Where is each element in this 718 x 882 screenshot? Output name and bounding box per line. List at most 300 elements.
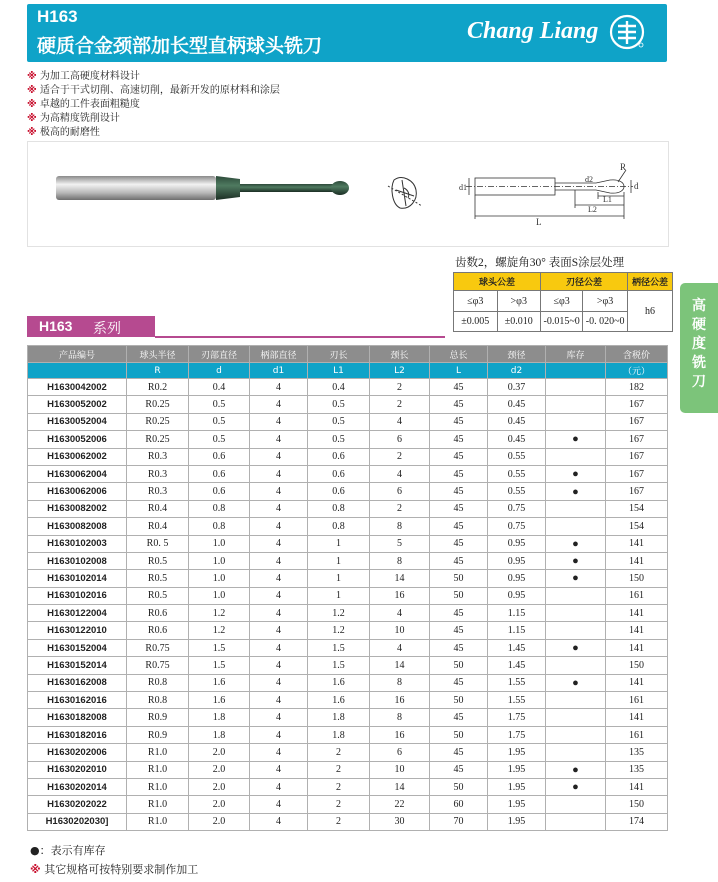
table-row (28, 518, 668, 535)
table-cell: R0.75 (127, 639, 189, 656)
col-header: 球头半径 (127, 346, 189, 363)
table-cell: 1 (308, 552, 370, 569)
table-cell: 4 (250, 674, 308, 691)
table-cell: 167 (606, 483, 668, 500)
table-row (28, 726, 668, 743)
table-cell: 1.75 (488, 726, 546, 743)
stock-cell (546, 518, 606, 535)
feature-mark: ※ (27, 127, 37, 138)
table-cell: 10 (370, 761, 430, 778)
table-cell: 1.5 (189, 657, 250, 674)
table-cell: 45 (430, 413, 488, 430)
product-code-cell: H1630102016 (28, 587, 127, 604)
stock-cell (546, 396, 606, 413)
table-cell: 50 (430, 726, 488, 743)
table-cell: 4 (370, 639, 430, 656)
col-header: 颈长 (370, 346, 430, 363)
table-cell: R1.0 (127, 744, 189, 761)
table-cell: 4 (250, 622, 308, 639)
table-cell: 4 (250, 605, 308, 622)
table-cell: 1.2 (189, 605, 250, 622)
table-cell: 1.8 (189, 709, 250, 726)
table-cell: 4 (250, 379, 308, 396)
table-cell: 0.45 (488, 396, 546, 413)
table-row (28, 639, 668, 656)
stock-cell (546, 413, 606, 430)
product-code-cell: H1630202030] (28, 813, 127, 830)
table-cell: 1.0 (189, 570, 250, 587)
table-cell: 2.0 (189, 778, 250, 795)
table-cell: 167 (606, 413, 668, 430)
table-cell: 45 (430, 379, 488, 396)
stock-cell (546, 622, 606, 639)
table-cell: 1.95 (488, 796, 546, 813)
table-cell: 167 (606, 448, 668, 465)
table-cell: 1.95 (488, 778, 546, 795)
table-cell: 45 (430, 639, 488, 656)
table-cell: 0.5 (189, 396, 250, 413)
table-cell: R0.3 (127, 483, 189, 500)
table-cell: R0.4 (127, 518, 189, 535)
table-cell: 45 (430, 674, 488, 691)
table-cell: 4 (250, 709, 308, 726)
table-cell: 1.0 (189, 552, 250, 569)
product-code-cell: H1630152014 (28, 657, 127, 674)
table-cell: 182 (606, 379, 668, 396)
table-cell: 0.45 (488, 413, 546, 430)
table-cell: 2 (370, 448, 430, 465)
table-cell: 0.6 (308, 448, 370, 465)
table-cell: 14 (370, 570, 430, 587)
table-cell: 0.5 (308, 431, 370, 448)
table-cell: 4 (250, 639, 308, 656)
table-cell: 0.55 (488, 448, 546, 465)
table-cell: 2.0 (189, 761, 250, 778)
product-code-cell: H1630082002 (28, 500, 127, 517)
table-cell: R0.5 (127, 552, 189, 569)
table-cell: 1.15 (488, 622, 546, 639)
table-cell: 2 (308, 796, 370, 813)
stock-cell: ● (546, 570, 606, 587)
table-cell: 1.15 (488, 605, 546, 622)
col-header: 颈径 (488, 346, 546, 363)
table-cell: 4 (250, 726, 308, 743)
table-row (28, 448, 668, 465)
table-cell: 141 (606, 622, 668, 639)
table-body (28, 379, 668, 831)
table-cell: 60 (430, 796, 488, 813)
table-cell: 150 (606, 796, 668, 813)
table-cell: 16 (370, 692, 430, 709)
feature-text: 适合于干式切削、高速切削，最新开发的原材料和涂层 (39, 85, 280, 96)
table-cell: 45 (430, 744, 488, 761)
table-cell: 0.75 (488, 518, 546, 535)
brand-logo-icon (609, 14, 645, 50)
table-cell: 0.95 (488, 535, 546, 552)
table-cell: 45 (430, 483, 488, 500)
table-cell: 141 (606, 709, 668, 726)
table-cell: 8 (370, 709, 430, 726)
table-cell: 2 (308, 744, 370, 761)
table-cell: 16 (370, 587, 430, 604)
table-cell: 2.0 (189, 796, 250, 813)
table-cell: 0.8 (189, 500, 250, 517)
table-cell: 45 (430, 605, 488, 622)
feature-item (27, 98, 280, 112)
col-subheader: L (430, 363, 488, 379)
tolerance-cell: ≤φ3 (454, 291, 498, 312)
feature-item (27, 84, 280, 98)
table-row (28, 500, 668, 517)
table-cell: 6 (370, 744, 430, 761)
stock-cell: ● (546, 465, 606, 482)
table-cell: R0.4 (127, 500, 189, 517)
table-cell: 1.2 (308, 622, 370, 639)
stock-cell: ● (546, 431, 606, 448)
table-cell: 0.95 (488, 587, 546, 604)
table-cell: 0.95 (488, 552, 546, 569)
table-cell: 45 (430, 465, 488, 482)
product-title: 硬质合金颈部加长型直柄球头铣刀 (37, 35, 323, 57)
col-header: 柄部直径 (250, 346, 308, 363)
table-cell: 50 (430, 587, 488, 604)
custom-order-note (30, 861, 198, 877)
table-cell: 1.2 (308, 605, 370, 622)
product-code-cell: H1630062006 (28, 483, 127, 500)
table-cell: 141 (606, 605, 668, 622)
product-code-cell: H1630202010 (28, 761, 127, 778)
table-cell: 4 (250, 744, 308, 761)
product-code-cell: H1630162016 (28, 692, 127, 709)
table-cell: 45 (430, 396, 488, 413)
table-cell: 0.6 (308, 465, 370, 482)
table-cell: 10 (370, 622, 430, 639)
stock-cell (546, 813, 606, 830)
product-illustration-panel (27, 141, 669, 247)
table-cell: 2 (370, 379, 430, 396)
table-cell: 0.5 (308, 413, 370, 430)
table-cell: 174 (606, 813, 668, 830)
table-cell: 0.6 (189, 465, 250, 482)
table-cell: 1.75 (488, 709, 546, 726)
table-cell: R0.25 (127, 413, 189, 430)
table-cell: 1.6 (189, 674, 250, 691)
table-row (28, 692, 668, 709)
table-cell: R0.9 (127, 726, 189, 743)
category-side-tab[interactable] (680, 283, 718, 413)
table-cell: 161 (606, 726, 668, 743)
table-cell: 1.95 (488, 744, 546, 761)
table-cell: R1.0 (127, 796, 189, 813)
table-cell: 45 (430, 448, 488, 465)
table-cell: 1.95 (488, 813, 546, 830)
drawing-label-l1: L1 (603, 195, 612, 204)
tolerance-cell: >φ3 (583, 291, 628, 312)
stock-cell (546, 605, 606, 622)
table-cell: 150 (606, 657, 668, 674)
table-cell: 141 (606, 552, 668, 569)
table-cell: 1.6 (308, 674, 370, 691)
table-cell: 45 (430, 622, 488, 639)
feature-item (27, 70, 280, 84)
stock-cell: ● (546, 483, 606, 500)
table-cell: 4 (250, 431, 308, 448)
col-subheader: R (127, 363, 189, 379)
col-subheader: d1 (250, 363, 308, 379)
table-cell: R0.3 (127, 448, 189, 465)
feature-mark: ※ (27, 113, 37, 124)
table-cell: 45 (430, 431, 488, 448)
feature-text: 卓越的工件表面粗糙度 (39, 99, 140, 110)
table-cell: R0. 5 (127, 535, 189, 552)
table-cell: 135 (606, 744, 668, 761)
table-cell: R0.6 (127, 605, 189, 622)
table-cell: R0.6 (127, 622, 189, 639)
stock-cell (546, 796, 606, 813)
table-cell: R0.5 (127, 570, 189, 587)
table-row (28, 431, 668, 448)
table-cell: 4 (250, 657, 308, 674)
table-cell: 70 (430, 813, 488, 830)
drawing-label-l2: L2 (588, 205, 597, 214)
table-cell: 141 (606, 535, 668, 552)
table-cell: 45 (430, 552, 488, 569)
table-subheader-row (28, 363, 668, 379)
product-code-cell: H1630102008 (28, 552, 127, 569)
side-tab-label: 高硬度铣刀 (692, 298, 706, 390)
feature-mark: ※ (27, 99, 37, 110)
product-code-cell: H1630052004 (28, 413, 127, 430)
table-cell: 50 (430, 570, 488, 587)
table-cell: 141 (606, 674, 668, 691)
note-mark: ※ (30, 863, 41, 876)
stock-cell: ● (546, 674, 606, 691)
drawing-label-r: R (620, 162, 627, 172)
table-cell: 45 (430, 709, 488, 726)
series-code: H163 (39, 318, 73, 334)
table-cell: 4 (250, 796, 308, 813)
stock-cell (546, 709, 606, 726)
col-header: 刃部直径 (189, 346, 250, 363)
tolerance-header-ball: 球头公差 (454, 273, 541, 291)
table-cell: 0.6 (189, 483, 250, 500)
table-cell: R0.8 (127, 692, 189, 709)
col-subheader (546, 363, 606, 379)
table-row (28, 813, 668, 830)
table-cell: 0.37 (488, 379, 546, 396)
tolerance-cell: -0. 020~0 (583, 312, 628, 332)
product-code-cell: H1630082008 (28, 518, 127, 535)
table-cell: 0.8 (189, 518, 250, 535)
table-row (28, 674, 668, 691)
table-cell: 2.0 (189, 744, 250, 761)
table-row (28, 761, 668, 778)
table-cell: 50 (430, 657, 488, 674)
table-row (28, 778, 668, 795)
table-cell: 4 (250, 570, 308, 587)
table-cell: 45 (430, 518, 488, 535)
table-cell: R0.5 (127, 587, 189, 604)
table-row (28, 552, 668, 569)
table-cell: 45 (430, 535, 488, 552)
table-cell: 2 (370, 396, 430, 413)
product-code-cell: H1630042002 (28, 379, 127, 396)
table-cell: 16 (370, 726, 430, 743)
table-cell: 14 (370, 657, 430, 674)
table-cell: 1.0 (189, 535, 250, 552)
table-row (28, 587, 668, 604)
stock-cell (546, 379, 606, 396)
table-cell: 4 (250, 448, 308, 465)
product-code-cell: H1630182008 (28, 709, 127, 726)
table-cell: 0.5 (308, 396, 370, 413)
table-cell: 1.95 (488, 761, 546, 778)
table-cell: 4 (250, 518, 308, 535)
stock-cell: ● (546, 639, 606, 656)
stock-cell: ● (546, 778, 606, 795)
table-row (28, 744, 668, 761)
table-row (28, 483, 668, 500)
table-cell: 30 (370, 813, 430, 830)
table-cell: R0.9 (127, 709, 189, 726)
stock-cell (546, 744, 606, 761)
table-cell: 167 (606, 431, 668, 448)
table-row (28, 413, 668, 430)
table-cell: 1 (308, 587, 370, 604)
stock-cell: ● (546, 761, 606, 778)
table-row (28, 605, 668, 622)
table-cell: 4 (250, 587, 308, 604)
table-cell: 4 (250, 761, 308, 778)
col-subheader (28, 363, 127, 379)
table-cell: 1.55 (488, 692, 546, 709)
table-cell: R0.2 (127, 379, 189, 396)
table-cell: 1.0 (189, 587, 250, 604)
table-cell: 141 (606, 639, 668, 656)
col-subheader: d2 (488, 363, 546, 379)
product-table (27, 345, 668, 831)
series-text: 系列 (93, 321, 121, 337)
table-cell: 0.55 (488, 483, 546, 500)
col-subheader: L2 (370, 363, 430, 379)
table-cell: 1.8 (308, 709, 370, 726)
table-cell: 4 (250, 396, 308, 413)
feature-item (27, 126, 280, 140)
stock-cell (546, 726, 606, 743)
col-header: 产品编号 (28, 346, 127, 363)
table-cell: 1.8 (308, 726, 370, 743)
table-cell: 1.5 (189, 639, 250, 656)
col-header: 总长 (430, 346, 488, 363)
feature-item (27, 112, 280, 126)
table-cell: R0.3 (127, 465, 189, 482)
table-cell: 1.5 (308, 639, 370, 656)
table-cell: 167 (606, 396, 668, 413)
table-cell: R1.0 (127, 761, 189, 778)
table-cell: 4 (370, 605, 430, 622)
table-cell: 0.75 (488, 500, 546, 517)
table-cell: 8 (370, 552, 430, 569)
table-cell: 4 (250, 413, 308, 430)
tolerance-shank-value: h6 (628, 291, 673, 332)
table-cell: 6 (370, 431, 430, 448)
table-cell: 4 (370, 465, 430, 482)
stock-cell: ● (546, 535, 606, 552)
table-cell: 0.55 (488, 465, 546, 482)
brand-name: Chang Liang (467, 18, 599, 44)
table-row (28, 657, 668, 674)
product-code-cell: H1630102014 (28, 570, 127, 587)
table-cell: 150 (606, 570, 668, 587)
ballnose-cutter-illustration (28, 142, 668, 246)
feature-text: 极高的耐磨性 (39, 127, 100, 138)
table-cell: 1.2 (189, 622, 250, 639)
table-row (28, 465, 668, 482)
stock-cell (546, 657, 606, 674)
table-row (28, 796, 668, 813)
table-row (28, 535, 668, 552)
tolerance-table (453, 272, 673, 332)
product-code-cell: H1630162008 (28, 674, 127, 691)
table-cell: 1.45 (488, 657, 546, 674)
feature-text: 为高精度铣削设计 (39, 113, 120, 124)
table-cell: 0.5 (189, 431, 250, 448)
table-cell: 2.0 (189, 813, 250, 830)
table-cell: 2 (308, 813, 370, 830)
table-cell: 0.45 (488, 431, 546, 448)
table-header-row (28, 346, 668, 363)
col-header: 含税价 (606, 346, 668, 363)
stock-cell (546, 500, 606, 517)
table-cell: 2 (308, 761, 370, 778)
table-cell: 1.45 (488, 639, 546, 656)
table-cell: 0.95 (488, 570, 546, 587)
table-cell: 4 (250, 552, 308, 569)
col-subheader: L1 (308, 363, 370, 379)
table-cell: 141 (606, 778, 668, 795)
tolerance-header-cut: 刃径公差 (541, 273, 628, 291)
table-cell: 4 (250, 778, 308, 795)
stock-legend-note: ●：表示有库存 (30, 844, 106, 857)
product-code-cell: H1630202014 (28, 778, 127, 795)
drawing-label-l: L (536, 217, 542, 227)
stock-cell: ● (546, 552, 606, 569)
note-text: 其它规格可按特别要求制作加工 (44, 863, 199, 876)
tolerance-cell: >φ3 (497, 291, 541, 312)
table-cell: 0.4 (189, 379, 250, 396)
product-code-cell: H1630202022 (28, 796, 127, 813)
spec-line: 齿数2，螺旋角30° 表面S涂层处理 (455, 257, 625, 269)
table-cell: 0.4 (308, 379, 370, 396)
product-code-cell: H1630122010 (28, 622, 127, 639)
product-code-title: H163 (37, 7, 78, 26)
feature-list (27, 70, 280, 140)
col-header: 刃长 (308, 346, 370, 363)
table-cell: 45 (430, 500, 488, 517)
product-code-cell: H1630102003 (28, 535, 127, 552)
table-cell: 4 (250, 692, 308, 709)
table-cell: 1 (308, 570, 370, 587)
col-header: 库存 (546, 346, 606, 363)
header-banner (27, 4, 667, 62)
table-cell: 45 (430, 761, 488, 778)
table-cell: 2 (308, 778, 370, 795)
table-cell: 22 (370, 796, 430, 813)
table-row (28, 396, 668, 413)
table-cell: 5 (370, 535, 430, 552)
table-row (28, 622, 668, 639)
series-divider (155, 336, 445, 338)
